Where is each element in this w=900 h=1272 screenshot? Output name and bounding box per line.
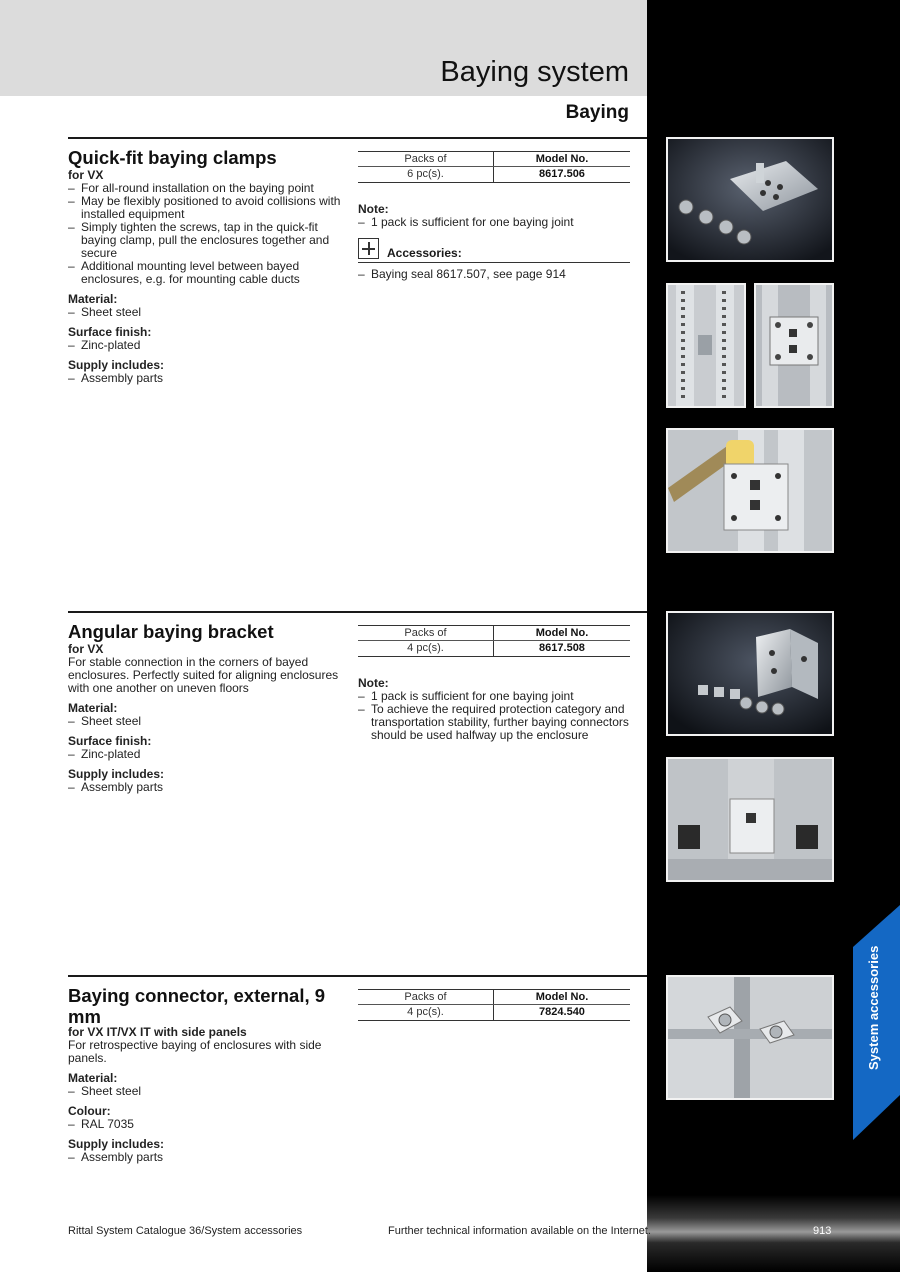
product-photo-mounted [754,283,834,408]
packs-value: 4 pc(s). [358,1005,494,1020]
finish-value: – Zinc-plated [68,339,343,352]
finish-value: – Zinc-plated [68,748,343,761]
model-header: Model No. [535,627,589,639]
product-for: for VX [68,168,104,182]
product-details [68,643,343,794]
side-tab-label[interactable]: System accessories [866,945,881,1070]
note-block [358,677,630,742]
product-for: for VX IT/VX IT with side panels [68,1025,247,1039]
colour-label: Colour: [68,1104,111,1118]
supply-value: – Assembly parts [68,1151,343,1164]
order-table [358,625,630,657]
note-label: Note: [358,202,389,216]
model-number: 8617.506 [539,168,585,180]
table-header-row [358,151,630,167]
note-item: – 1 pack is sufficient for one baying joint [358,690,630,703]
accessories-header [358,238,630,263]
table-row [358,641,630,657]
product-section-3 [68,975,647,1175]
section-rule [68,611,647,613]
product-photo-clamp [666,137,834,262]
product-title: Angular baying bracket [68,621,274,642]
page-number: 913 [813,1225,832,1237]
feature-item: – For all-round installation on the baying point [68,182,343,195]
table-row [358,167,630,183]
product-section-2 [68,611,647,971]
product-section-1 [68,137,647,607]
supply-value: – Assembly parts [68,781,343,794]
note-item: – 1 pack is sufficient for one baying joint [358,216,630,229]
footer-info: Further technical information available on the Internet. [388,1225,651,1237]
plus-box-icon [358,238,379,259]
model-number: 8617.508 [539,642,585,654]
product-details [68,169,343,385]
footer-catalogue: Rittal System Catalogue 36/System accessories [68,1225,303,1237]
note-label: Note: [358,676,389,690]
section-rule [68,975,647,977]
material-value: – Sheet steel [68,715,343,728]
material-label: Material: [68,701,118,715]
finish-label: Surface finish: [68,734,152,748]
note-block [358,203,630,229]
product-title: Quick-fit baying clamps [68,147,277,168]
table-row [358,1005,630,1021]
product-for: for VX [68,642,104,656]
material-label: Material: [68,1071,118,1085]
feature-item: – Additional mounting level between bayed enclosures, e.g. for mounting cable ducts [68,260,343,286]
model-number: 7824.540 [539,1006,585,1018]
feature-item: – Simply tighten the screws, tap in the quick-fit baying clamp, pull the enclosures together and secure [68,221,343,260]
material-value: – Sheet steel [68,1085,343,1098]
colour-value: – RAL 7035 [68,1118,343,1131]
page-subtitle: Baying [565,102,629,123]
section-rule [68,137,647,139]
product-details [68,1026,343,1164]
packs-header: Packs of [358,626,494,640]
table-header-row [358,625,630,641]
model-header: Model No. [535,991,589,1003]
feature-item: – May be flexibly positioned to avoid collisions with installed equipment [68,195,343,221]
finish-label: Surface finish: [68,325,152,339]
packs-header: Packs of [358,152,494,166]
product-photo-corner [666,757,834,882]
product-photo-hammer [666,428,834,553]
product-title: Baying connector, external, 9 mm [68,985,326,1027]
packs-value: 4 pc(s). [358,641,494,656]
table-header-row [358,989,630,1005]
supply-value: – Assembly parts [68,372,343,385]
material-label: Material: [68,292,118,306]
product-photo-connector [666,975,834,1100]
product-description: For stable connection in the corners of bayed enclosures. Perfectly suited for aligning enclosures with one another on uneven floors [68,655,339,695]
supply-label: Supply includes: [68,358,165,372]
page-title: Baying system [440,56,629,88]
product-photo-bracket [666,611,834,736]
product-photo-rail [666,283,746,408]
packs-header: Packs of [358,990,494,1004]
supply-label: Supply includes: [68,767,165,781]
footer-glow [647,1195,900,1272]
packs-value: 6 pc(s). [358,167,494,182]
order-table [358,989,630,1021]
material-value: – Sheet steel [68,306,343,319]
accessories-label: Accessories: [387,246,462,260]
note-item: – To achieve the required protection category and transportation stability, further baying connectors should be used halfway up the enclosure [358,703,630,742]
accessory-item: – Baying seal 8617.507, see page 914 [358,268,630,281]
product-description: For retrospective baying of enclosures with side panels. [68,1038,322,1065]
order-table [358,151,630,183]
model-header: Model No. [535,153,589,165]
supply-label: Supply includes: [68,1137,165,1151]
accessories-list [358,268,630,281]
